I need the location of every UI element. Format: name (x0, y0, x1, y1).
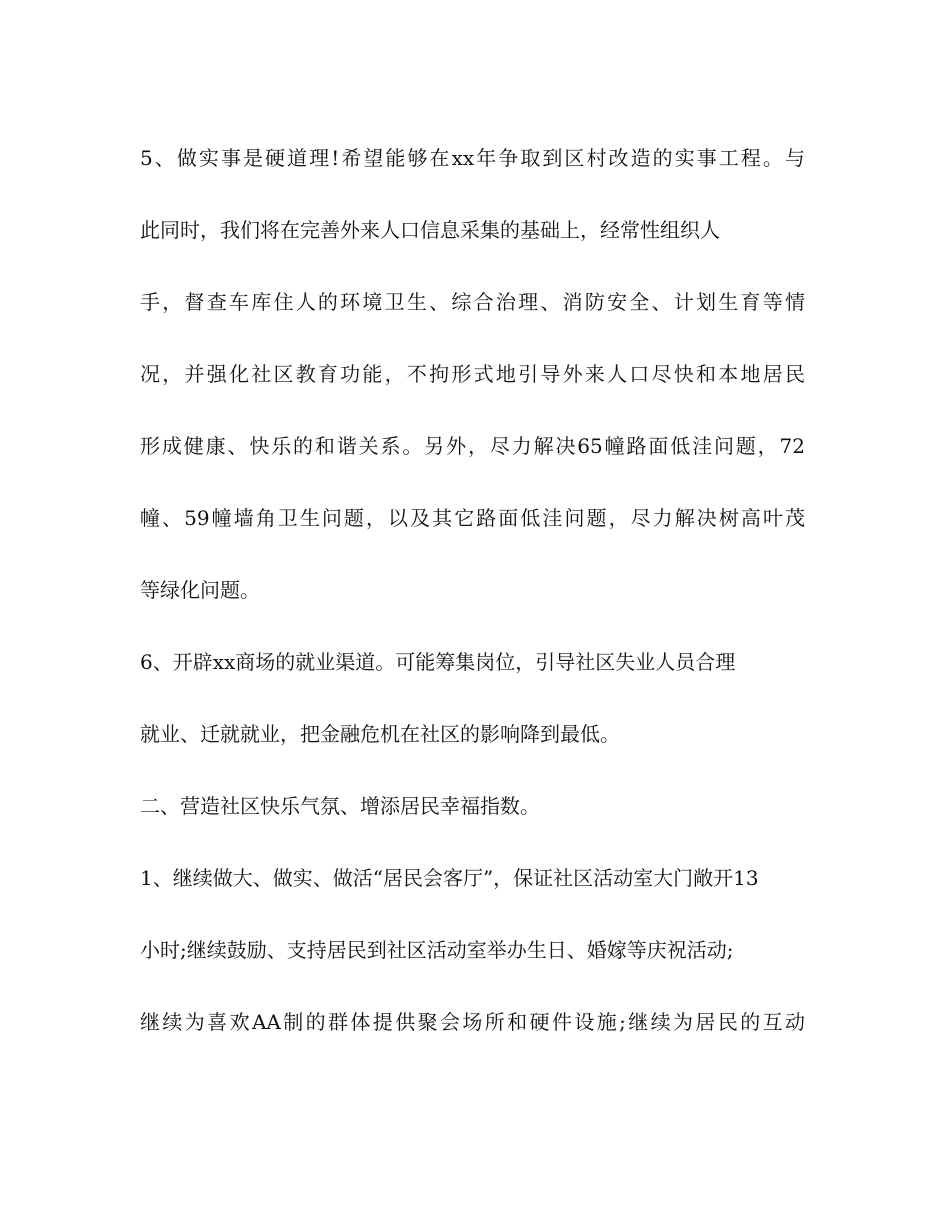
text-line-6: 幢、59幢墙角卫生问题，以及其它路面低洼问题，尽力解决树高叶茂 (140, 506, 805, 530)
text-line-7: 等绿化问题。 (140, 578, 260, 602)
text-line-3: 手，督查车库住人的环境卫生、综合治理、消防安全、计划生育等情 (140, 290, 805, 314)
text-line-5: 形成健康、快乐的和谐关系。另外，尽力解决65幢路面低洼问题，72 (140, 434, 805, 458)
text-line-9: 就业、迁就就业，把金融危机在社区的影响降到最低。 (140, 722, 620, 746)
text-line-13: 继续为喜欢AA制的群体提供聚会场所和硬件设施;继续为居民的互动 (140, 1010, 805, 1034)
text-line-11: 1、继续做大、做实、做活“居民会客厅”，保证社区活动室大门敞开13 (140, 866, 759, 890)
section-heading: 二、营造社区快乐气氛、增添居民幸福指数。 (140, 794, 540, 818)
text-line-2: 此同时，我们将在完善外来人口信息采集的基础上，经常性组织人 (140, 218, 720, 242)
text-line-12: 小时;继续鼓励、支持居民到社区活动室举办生日、婚嫁等庆祝活动; (140, 938, 734, 962)
text-line-1: 5、做实事是硬道理!希望能够在xx年争取到区村改造的实事工程。与 (140, 146, 805, 170)
text-line-4: 况，并强化社区教育功能，不拘形式地引导外来人口尽快和本地居民 (140, 362, 805, 386)
text-line-8: 6、开辟xx商场的就业渠道。可能筹集岗位，引导社区失业人员合理 (140, 650, 736, 674)
document-body (140, 138, 805, 1074)
